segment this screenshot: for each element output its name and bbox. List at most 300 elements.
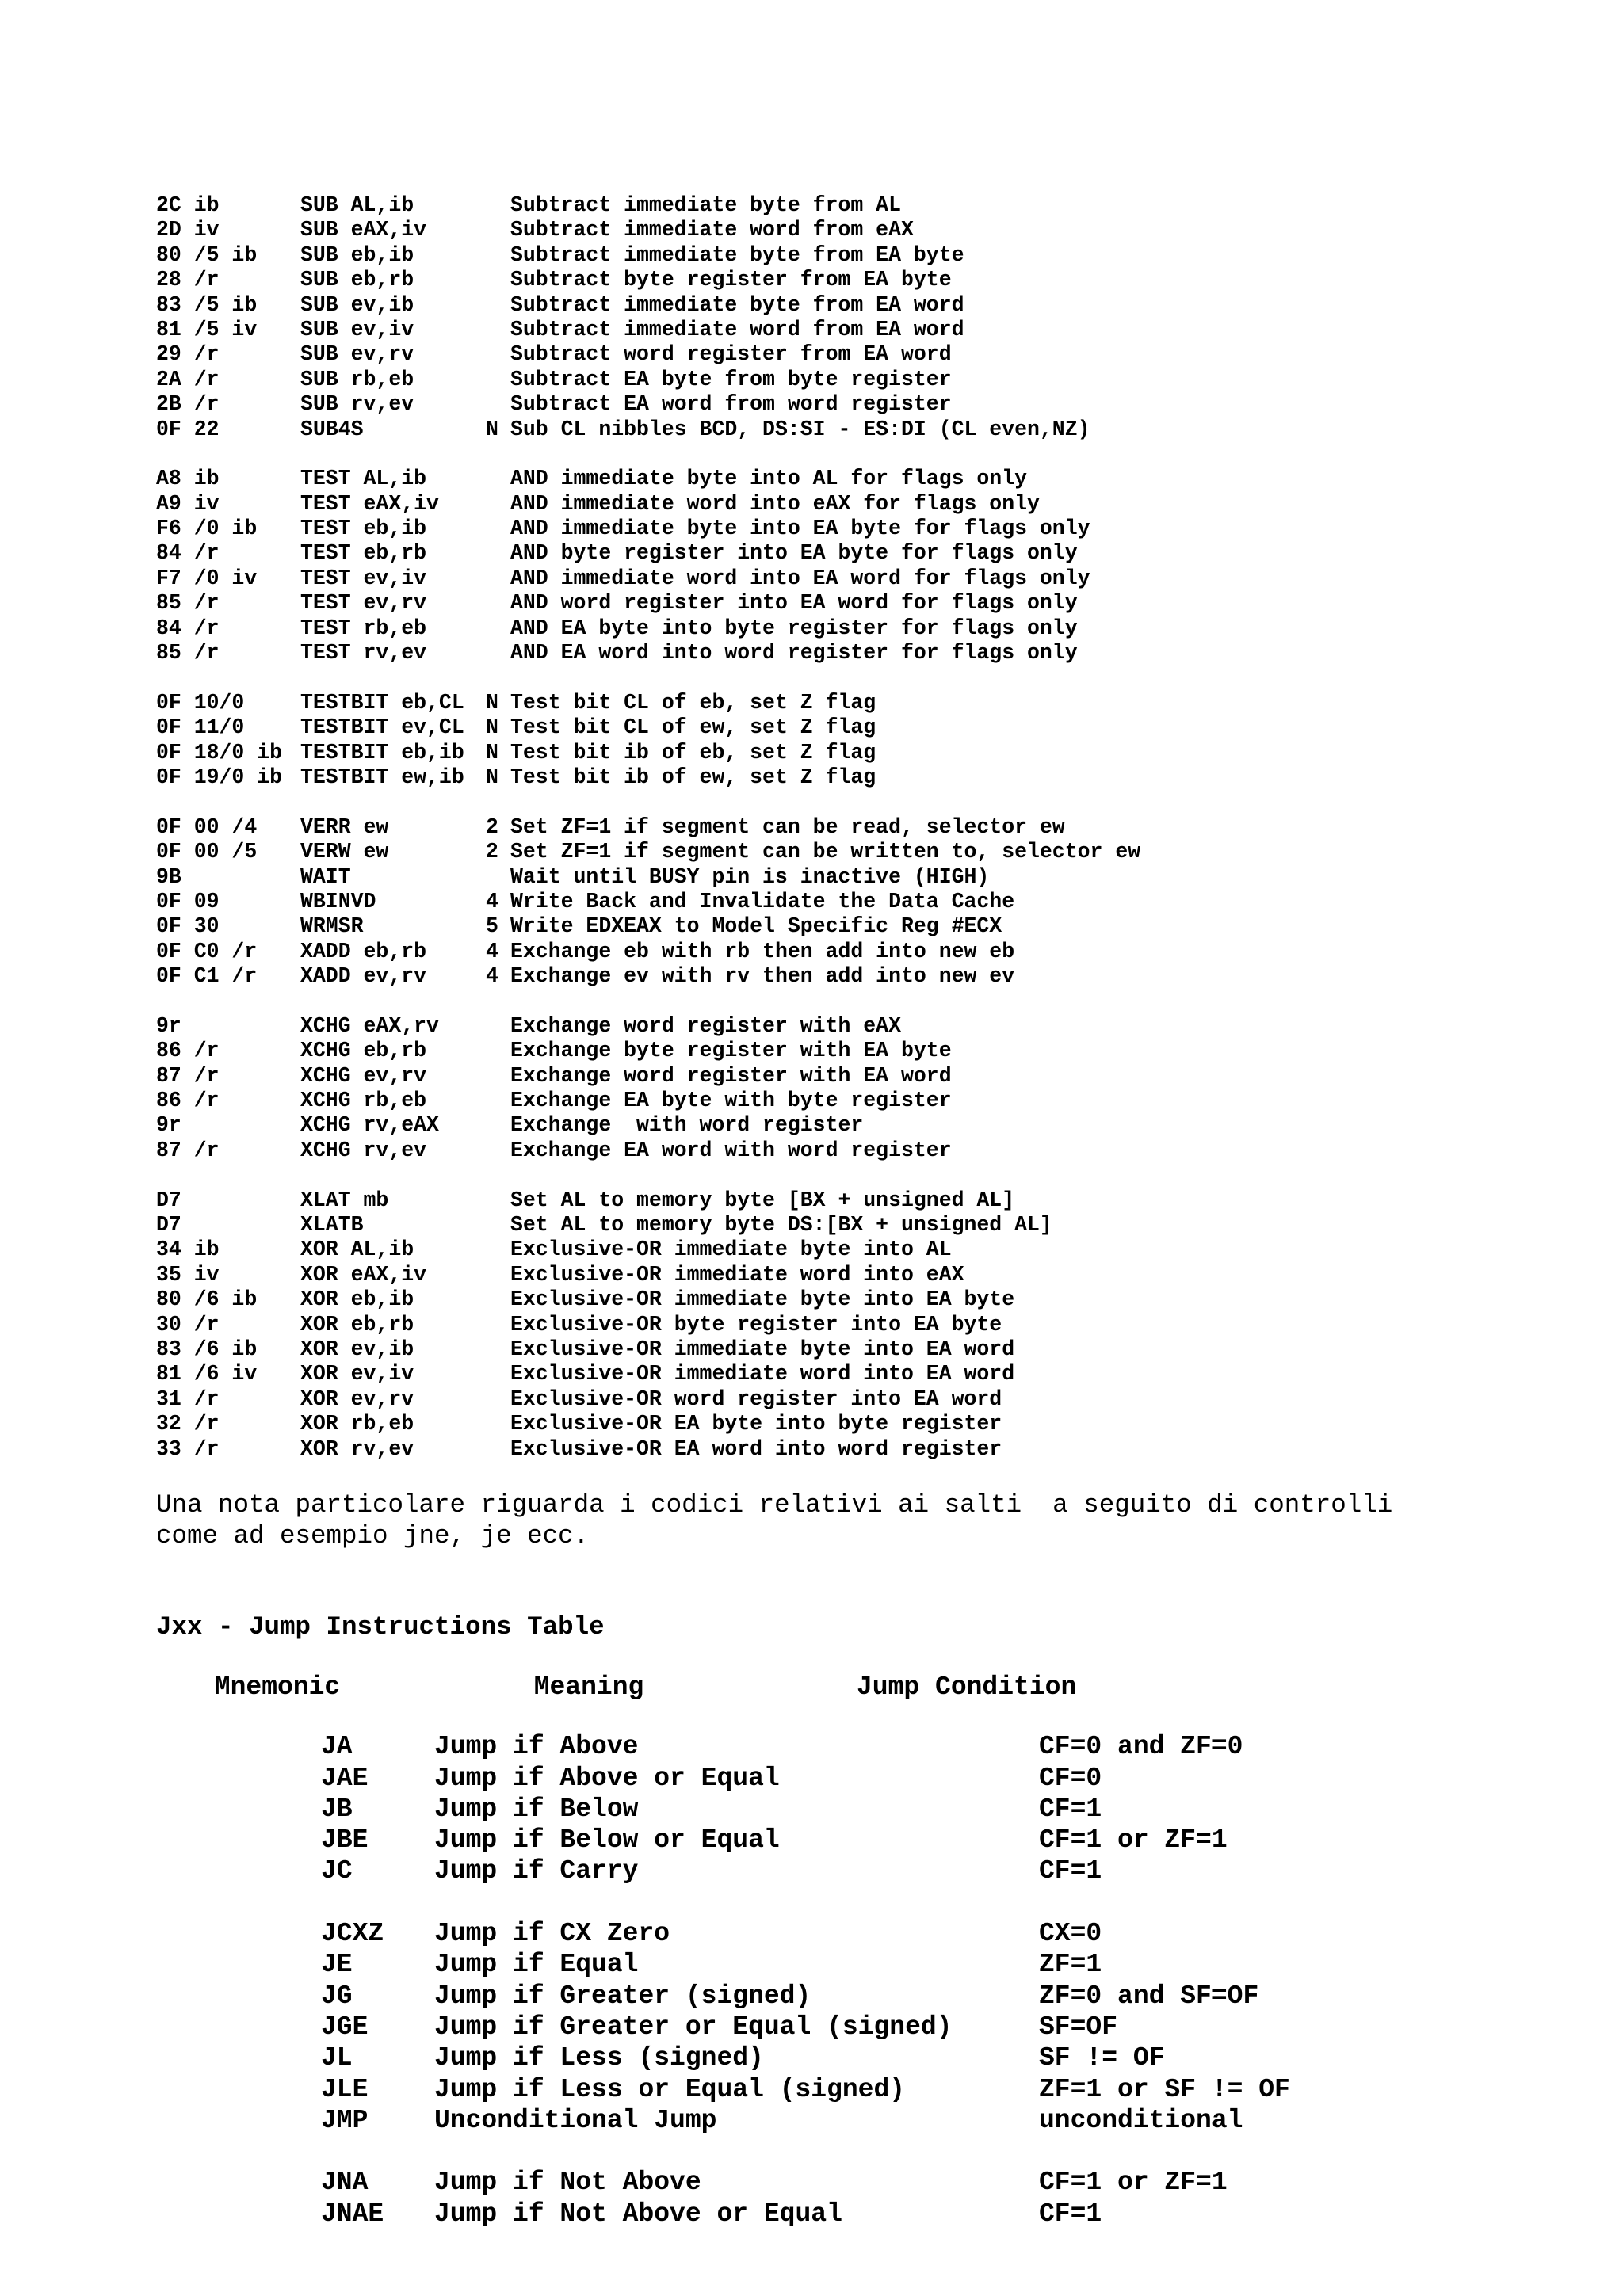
instruction-cell: TEST ev,iv	[300, 566, 427, 590]
cpu-flag-cell	[486, 492, 510, 517]
description-cell: AND immediate word into eAX for flags only	[510, 491, 1040, 516]
cpu-flag-cell	[486, 591, 510, 616]
opcode-row	[156, 1387, 1461, 1412]
opcode-cell: 84 /r	[156, 616, 220, 640]
instruction-cell: XCHG rb,eb	[300, 1089, 427, 1113]
opcode-cell: 0F 22	[156, 417, 220, 441]
header-jump-condition: Jump Condition	[857, 1672, 1077, 1702]
condition-cell: CX=0	[1039, 1919, 1102, 1949]
opcode-cell: 85 /r	[156, 591, 220, 616]
description-cell: Set ZF=1 if segment can be read, selector ew	[510, 814, 1065, 839]
cpu-flag-cell	[486, 1014, 510, 1039]
instruction-cell: TEST AL,ib	[300, 467, 427, 491]
mnemonic-cell: JCXZ	[321, 1919, 384, 1949]
meaning-cell: Jump if Greater or Equal (signed)	[434, 2012, 953, 2042]
note-line-1: Una nota particolare riguarda i codici relativi ai salti a seguito di controlli	[156, 1490, 1393, 1520]
instruction-cell: XCHG ev,rv	[300, 1063, 427, 1088]
description-cell: Test bit ib of ew, set Z flag	[510, 765, 876, 789]
instruction-cell: XOR rb,eb	[300, 1412, 414, 1436]
opcode-row	[156, 964, 1461, 989]
opcode-row	[156, 467, 1461, 491]
cpu-flag-cell	[486, 1113, 510, 1138]
cpu-flag-cell	[486, 865, 510, 890]
cpu-flag-cell	[486, 1412, 510, 1436]
opcode-cell: 29 /r	[156, 342, 220, 367]
cpu-flag-cell	[486, 1362, 510, 1386]
description-cell: Set AL to memory byte [BX + unsigned AL]	[510, 1188, 1015, 1212]
mnemonic-cell: JGE	[321, 2012, 369, 2042]
jump-row	[156, 2012, 1356, 2042]
opcode-row	[156, 193, 1461, 218]
opcode-cell: 80 /5 ib	[156, 242, 258, 267]
cpu-flag-cell: 4	[486, 939, 498, 963]
description-cell: Subtract immediate byte from EA word	[510, 292, 964, 317]
jump-row	[156, 2167, 1356, 2198]
description-cell: Write EDXEAX to Model Specific Reg #ECX	[510, 914, 1002, 939]
meaning-cell: Jump if Above or Equal	[434, 1763, 780, 1793]
instruction-cell: SUB rv,ev	[300, 392, 414, 417]
description-cell: Exclusive-OR word register into EA word	[510, 1386, 1002, 1411]
condition-cell: unconditional	[1039, 2105, 1243, 2135]
instruction-cell: SUB AL,ib	[300, 193, 414, 217]
cpu-flag-cell	[486, 616, 510, 641]
block-spacer	[156, 790, 1461, 814]
cpu-flag-cell: N	[486, 417, 498, 441]
description-cell: AND EA byte into byte register for flags only	[510, 616, 1078, 640]
jump-row	[156, 2042, 1356, 2073]
condition-cell: ZF=0 and SF=OF	[1039, 1981, 1259, 2011]
cpu-flag-cell	[486, 1287, 510, 1312]
opcode-row	[156, 218, 1461, 242]
instruction-cell: TEST rv,ev	[300, 641, 427, 666]
mnemonic-cell: JLE	[321, 2074, 369, 2104]
instruction-cell: SUB ev,rv	[300, 342, 414, 367]
opcode-row	[156, 1213, 1461, 1238]
cpu-flag-cell	[486, 541, 510, 566]
opcode-cell: 87 /r	[156, 1063, 220, 1088]
mnemonic-cell: JL	[321, 2043, 353, 2073]
cpu-flag-cell	[486, 243, 510, 268]
description-cell: Exclusive-OR immediate word into eAX	[510, 1262, 964, 1287]
description-cell: Subtract immediate word from EA word	[510, 317, 964, 341]
condition-cell: CF=1	[1039, 1794, 1102, 1824]
opcode-row	[156, 1437, 1461, 1462]
cpu-flag-cell	[486, 641, 510, 666]
description-cell: Exclusive-OR immediate byte into AL	[510, 1238, 952, 1262]
mnemonic-cell: JG	[321, 1981, 353, 2011]
description-cell: Exchange EA word with word register	[510, 1138, 952, 1162]
description-cell: AND immediate byte into EA byte for flags only	[510, 517, 1090, 541]
description-cell: AND word register into EA word for flags only	[510, 591, 1078, 616]
opcode-row	[156, 1287, 1461, 1312]
instruction-cell: SUB ev,iv	[300, 317, 414, 341]
opcode-cell: 0F 19/0 ib	[156, 765, 283, 789]
opcode-cell: A9 iv	[156, 491, 220, 516]
opcode-cell: 9r	[156, 1113, 181, 1138]
meaning-cell: Jump if Not Above	[434, 2168, 701, 2198]
opcode-row	[156, 517, 1461, 541]
cpu-flag-cell	[486, 342, 510, 367]
cpu-flag-cell: N	[486, 740, 498, 765]
opcode-row	[156, 318, 1461, 342]
cpu-flag-cell	[486, 1238, 510, 1262]
cpu-flag-cell	[486, 392, 510, 417]
cpu-flag-cell	[486, 1089, 510, 1113]
block-spacer	[156, 990, 1461, 1014]
opcode-cell: 0F 30	[156, 914, 220, 939]
condition-cell: SF != OF	[1039, 2043, 1165, 2073]
description-cell: Exchange word register with eAX	[510, 1013, 901, 1038]
instruction-cell: SUB ev,ib	[300, 292, 414, 317]
opcode-cell: 80 /6 ib	[156, 1287, 258, 1312]
opcode-row	[156, 1337, 1461, 1362]
jump-row	[156, 1855, 1356, 1886]
opcode-cell: 83 /6 ib	[156, 1337, 258, 1361]
cpu-flag-cell	[486, 1188, 510, 1213]
instruction-cell: TESTBIT eb,CL	[300, 690, 464, 715]
description-cell: Test bit CL of ew, set Z flag	[510, 715, 876, 740]
cpu-flag-cell	[486, 1064, 510, 1089]
instruction-cell: XADD eb,rb	[300, 939, 427, 963]
description-cell: Exclusive-OR immediate word into EA word	[510, 1362, 1015, 1386]
opcode-cell: 0F 00 /4	[156, 814, 258, 839]
description-cell: Exclusive-OR immediate byte into EA word	[510, 1337, 1015, 1361]
description-cell: Set AL to memory byte DS:[BX + unsigned AL]	[510, 1213, 1052, 1238]
description-cell: Subtract byte register from EA byte	[510, 268, 952, 292]
cpu-flag-cell	[486, 1337, 510, 1362]
block-spacer	[156, 666, 1461, 690]
opcode-cell: 28 /r	[156, 268, 220, 292]
opcode-cell: F6 /0 ib	[156, 517, 258, 541]
opcode-cell: 2C ib	[156, 193, 220, 217]
opcode-cell: 85 /r	[156, 641, 220, 666]
mnemonic-cell: JBE	[321, 1825, 369, 1855]
cpu-flag-cell	[486, 193, 510, 218]
instruction-cell: XOR rv,ev	[300, 1436, 414, 1461]
instruction-cell: VERR ew	[300, 814, 389, 839]
opcode-row	[156, 1362, 1461, 1386]
instruction-cell: SUB eb,ib	[300, 242, 414, 267]
meaning-cell: Unconditional Jump	[434, 2105, 717, 2135]
condition-cell: CF=0	[1039, 1763, 1102, 1793]
cpu-flag-cell	[486, 1039, 510, 1063]
instruction-cell: XOR ev,rv	[300, 1386, 414, 1411]
mnemonic-cell: JC	[321, 1856, 353, 1886]
instruction-cell: XADD ev,rv	[300, 964, 427, 989]
condition-cell: CF=1	[1039, 1856, 1102, 1886]
description-cell: Exchange word register with EA word	[510, 1063, 952, 1088]
opcode-cell: 0F 00 /5	[156, 840, 258, 864]
opcode-cell: 2D iv	[156, 218, 220, 242]
description-cell: AND immediate word into EA word for flags only	[510, 566, 1090, 590]
opcode-cell: 0F C1 /r	[156, 964, 258, 989]
opcode-row	[156, 715, 1461, 740]
cpu-flag-cell	[486, 1213, 510, 1238]
opcode-row	[156, 418, 1461, 442]
instruction-cell: XCHG rv,ev	[300, 1138, 427, 1162]
jump-row	[156, 1763, 1356, 1794]
header-meaning: Meaning	[533, 1672, 644, 1702]
description-cell: Exclusive-OR EA word into word register	[510, 1436, 1002, 1461]
opcode-row	[156, 940, 1461, 964]
cpu-flag-cell: N	[486, 765, 498, 789]
meaning-cell: Jump if Less (signed)	[434, 2043, 764, 2073]
opcode-cell: 0F 09	[156, 889, 220, 913]
opcode-cell: 30 /r	[156, 1312, 220, 1337]
instruction-cell: TEST eb,ib	[300, 517, 427, 541]
instruction-cell: SUB eAX,iv	[300, 218, 427, 242]
cpu-flag-cell	[486, 293, 510, 318]
opcode-row	[156, 840, 1461, 864]
cpu-flag-cell	[486, 467, 510, 491]
description-cell: Wait until BUSY pin is inactive (HIGH)	[510, 864, 990, 889]
instruction-cell: WBINVD	[300, 889, 376, 913]
opcode-row	[156, 616, 1461, 641]
opcode-cell: 32 /r	[156, 1412, 220, 1436]
cpu-flag-cell	[486, 517, 510, 541]
instruction-cell: VERW ew	[300, 840, 389, 864]
meaning-cell: Jump if Carry	[434, 1856, 639, 1886]
instruction-cell: TEST rb,eb	[300, 616, 427, 640]
instruction-cell: XCHG eAX,rv	[300, 1013, 439, 1038]
opcode-row	[156, 1113, 1461, 1138]
cpu-flag-cell: 5	[486, 914, 498, 939]
opcode-cell: 2B /r	[156, 392, 220, 417]
meaning-cell: Jump if Above	[434, 1732, 639, 1762]
opcode-row	[156, 1089, 1461, 1113]
cpu-flag-cell: N	[486, 715, 498, 740]
opcode-cell: 81 /5 iv	[156, 317, 258, 341]
description-cell: Exchange byte register with EA byte	[510, 1039, 952, 1063]
description-cell: Sub CL nibbles BCD, DS:SI - ES:DI (CL even,NZ)	[510, 417, 1090, 441]
instruction-cell: SUB rb,eb	[300, 367, 414, 391]
jump-row	[156, 1794, 1356, 1825]
description-cell: Set ZF=1 if segment can be written to, selector ew	[510, 840, 1141, 864]
instruction-cell: XOR eb,rb	[300, 1312, 414, 1337]
opcode-cell: F7 /0 iv	[156, 566, 258, 590]
opcode-row	[156, 865, 1461, 890]
jump-row	[156, 2105, 1356, 2136]
opcode-row	[156, 541, 1461, 566]
description-cell: Exchange ev with rv then add into new ev	[510, 964, 1015, 989]
opcode-row	[156, 691, 1461, 715]
opcode-row	[156, 342, 1461, 367]
cpu-flag-cell	[486, 318, 510, 342]
meaning-cell: Jump if CX Zero	[434, 1919, 670, 1949]
note-paragraph	[156, 1489, 1503, 1551]
note-line-2: come ad esempio jne, je ecc.	[156, 1521, 590, 1550]
mnemonic-cell: JMP	[321, 2105, 369, 2135]
cpu-flag-cell: 4	[486, 964, 498, 989]
meaning-cell: Jump if Not Above or Equal	[434, 2199, 842, 2229]
cpu-flag-cell	[486, 1313, 510, 1337]
jump-row	[156, 1918, 1356, 1949]
description-cell: Subtract word register from EA word	[510, 342, 952, 367]
instruction-cell: XOR eAX,iv	[300, 1262, 427, 1287]
mnemonic-cell: JNAE	[321, 2199, 384, 2229]
instruction-cell: TEST eAX,iv	[300, 491, 439, 516]
opcode-cell: D7	[156, 1213, 181, 1238]
description-cell: Subtract EA word from word register	[510, 392, 952, 417]
opcode-cell: 9r	[156, 1013, 181, 1038]
opcode-cell: 0F C0 /r	[156, 939, 258, 963]
instruction-cell: XLAT mb	[300, 1188, 389, 1212]
instruction-cell: XLATB	[300, 1213, 364, 1238]
opcode-cell: 0F 11/0	[156, 715, 245, 740]
opcode-row	[156, 815, 1461, 840]
cpu-flag-cell	[486, 368, 510, 392]
opcode-row	[156, 1014, 1461, 1039]
jump-row	[156, 1825, 1356, 1855]
opcode-row	[156, 914, 1461, 939]
opcode-row	[156, 1238, 1461, 1262]
instruction-cell: TEST ev,rv	[300, 591, 427, 616]
description-cell: Exchange with word register	[510, 1113, 864, 1138]
instruction-cell: TESTBIT ev,CL	[300, 715, 464, 740]
meaning-cell: Jump if Equal	[434, 1950, 639, 1980]
cpu-flag-cell	[486, 1387, 510, 1412]
opcode-cell: 83 /5 ib	[156, 292, 258, 317]
cpu-flag-cell	[486, 1437, 510, 1462]
opcode-cell: 0F 10/0	[156, 690, 245, 715]
opcode-row	[156, 741, 1461, 765]
condition-cell: CF=1 or ZF=1	[1039, 2168, 1228, 2198]
opcode-cell: 33 /r	[156, 1436, 220, 1461]
description-cell: AND EA word into word register for flags only	[510, 641, 1078, 666]
instruction-cell: XOR ev,iv	[300, 1362, 414, 1386]
description-cell: Exchange eb with rb then add into new eb	[510, 939, 1015, 963]
opcode-cell: A8 ib	[156, 467, 220, 491]
opcode-row	[156, 1039, 1461, 1063]
condition-cell: CF=0 and ZF=0	[1039, 1732, 1243, 1762]
opcode-cell: 84 /r	[156, 541, 220, 566]
jump-table-title: Jxx - Jump Instructions Table	[156, 1612, 605, 1642]
meaning-cell: Jump if Below	[434, 1794, 639, 1824]
opcode-row	[156, 765, 1461, 790]
opcode-row	[156, 1412, 1461, 1436]
opcode-cell: 2A /r	[156, 367, 220, 391]
cpu-flag-cell	[486, 268, 510, 292]
condition-cell: CF=1	[1039, 2199, 1102, 2229]
instruction-cell: SUB4S	[300, 417, 364, 441]
instruction-cell: XCHG rv,eAX	[300, 1113, 439, 1138]
mnemonic-cell: JNA	[321, 2168, 369, 2198]
opcode-cell: 9B	[156, 864, 181, 889]
opcode-row	[156, 566, 1461, 591]
opcode-cell: 0F 18/0 ib	[156, 740, 283, 765]
description-cell: AND byte register into EA byte for flags only	[510, 541, 1078, 566]
opcode-cell: 87 /r	[156, 1138, 220, 1162]
description-cell: Exchange EA byte with byte register	[510, 1089, 952, 1113]
description-cell: Subtract immediate byte from EA byte	[510, 242, 964, 267]
instruction-cell: WRMSR	[300, 914, 364, 939]
cpu-flag-cell: 4	[486, 889, 498, 913]
jump-row	[156, 1731, 1356, 1762]
jump-row	[156, 2199, 1356, 2229]
opcode-row	[156, 890, 1461, 914]
instruction-cell: TESTBIT eb,ib	[300, 740, 464, 765]
opcode-row	[156, 368, 1461, 392]
instruction-cell: TEST eb,rb	[300, 541, 427, 566]
instruction-cell: WAIT	[300, 864, 351, 889]
opcode-cell: 86 /r	[156, 1089, 220, 1113]
meaning-cell: Jump if Below or Equal	[434, 1825, 780, 1855]
jump-instructions-table	[156, 1583, 1356, 2258]
cpu-flag-cell	[486, 1263, 510, 1287]
opcode-row	[156, 1064, 1461, 1089]
opcode-cell: 35 iv	[156, 1262, 220, 1287]
cpu-flag-cell	[486, 218, 510, 242]
description-cell: Test bit CL of eb, set Z flag	[510, 690, 876, 715]
opcode-cell: D7	[156, 1188, 181, 1212]
group-spacer	[156, 1887, 1356, 1918]
block-spacer	[156, 442, 1461, 467]
condition-cell: CF=1 or ZF=1	[1039, 1825, 1228, 1855]
opcode-row	[156, 1138, 1461, 1163]
opcode-listing	[156, 193, 1461, 1462]
jump-row	[156, 1981, 1356, 2012]
cpu-flag-cell: 2	[486, 814, 498, 839]
instruction-cell: XCHG eb,rb	[300, 1039, 427, 1063]
opcode-row	[156, 591, 1461, 616]
description-cell: Subtract immediate byte from AL	[510, 193, 901, 217]
instruction-cell: XOR ev,ib	[300, 1337, 414, 1361]
description-cell: Subtract immediate word from eAX	[510, 218, 914, 242]
opcode-cell: 34 ib	[156, 1238, 220, 1262]
opcode-row	[156, 641, 1461, 666]
jump-row	[156, 2074, 1356, 2105]
description-cell: Subtract EA byte from byte register	[510, 367, 952, 391]
cpu-flag-cell: 2	[486, 840, 498, 864]
description-cell: Exclusive-OR immediate byte into EA byte	[510, 1287, 1015, 1312]
opcode-row	[156, 1313, 1461, 1337]
description-cell: Exclusive-OR byte register into EA byte	[510, 1312, 1002, 1337]
description-cell: Write Back and Invalidate the Data Cache	[510, 889, 1015, 913]
cpu-flag-cell	[486, 566, 510, 591]
opcode-row	[156, 268, 1461, 292]
opcode-cell: 86 /r	[156, 1039, 220, 1063]
opcode-row	[156, 392, 1461, 417]
header-mnemonic: Mnemonic	[214, 1672, 341, 1702]
block-spacer	[156, 1163, 1461, 1188]
cpu-flag-cell	[486, 1138, 510, 1163]
instruction-cell: XOR eb,ib	[300, 1287, 414, 1312]
jump-table-header	[156, 1672, 1356, 1703]
opcode-row	[156, 293, 1461, 318]
instruction-cell: SUB eb,rb	[300, 268, 414, 292]
mnemonic-cell: JAE	[321, 1763, 369, 1793]
description-cell: AND immediate byte into AL for flags only	[510, 467, 1028, 491]
mnemonic-cell: JA	[321, 1732, 353, 1762]
group-spacer	[156, 2136, 1356, 2167]
opcode-row	[156, 1263, 1461, 1287]
jump-row	[156, 1949, 1356, 1980]
cpu-flag-cell: N	[486, 690, 498, 715]
opcode-cell: 81 /6 iv	[156, 1362, 258, 1386]
condition-cell: SF=OF	[1039, 2012, 1118, 2042]
condition-cell: ZF=1	[1039, 1950, 1102, 1980]
opcode-row	[156, 492, 1461, 517]
meaning-cell: Jump if Greater (signed)	[434, 1981, 812, 2011]
description-cell: Test bit ib of eb, set Z flag	[510, 740, 876, 765]
mnemonic-cell: JB	[321, 1794, 353, 1824]
opcode-row	[156, 1188, 1461, 1213]
mnemonic-cell: JE	[321, 1950, 353, 1980]
description-cell: Exclusive-OR EA byte into byte register	[510, 1412, 1002, 1436]
instruction-cell: XOR AL,ib	[300, 1238, 414, 1262]
opcode-cell: 31 /r	[156, 1386, 220, 1411]
condition-cell: ZF=1 or SF != OF	[1039, 2074, 1290, 2104]
